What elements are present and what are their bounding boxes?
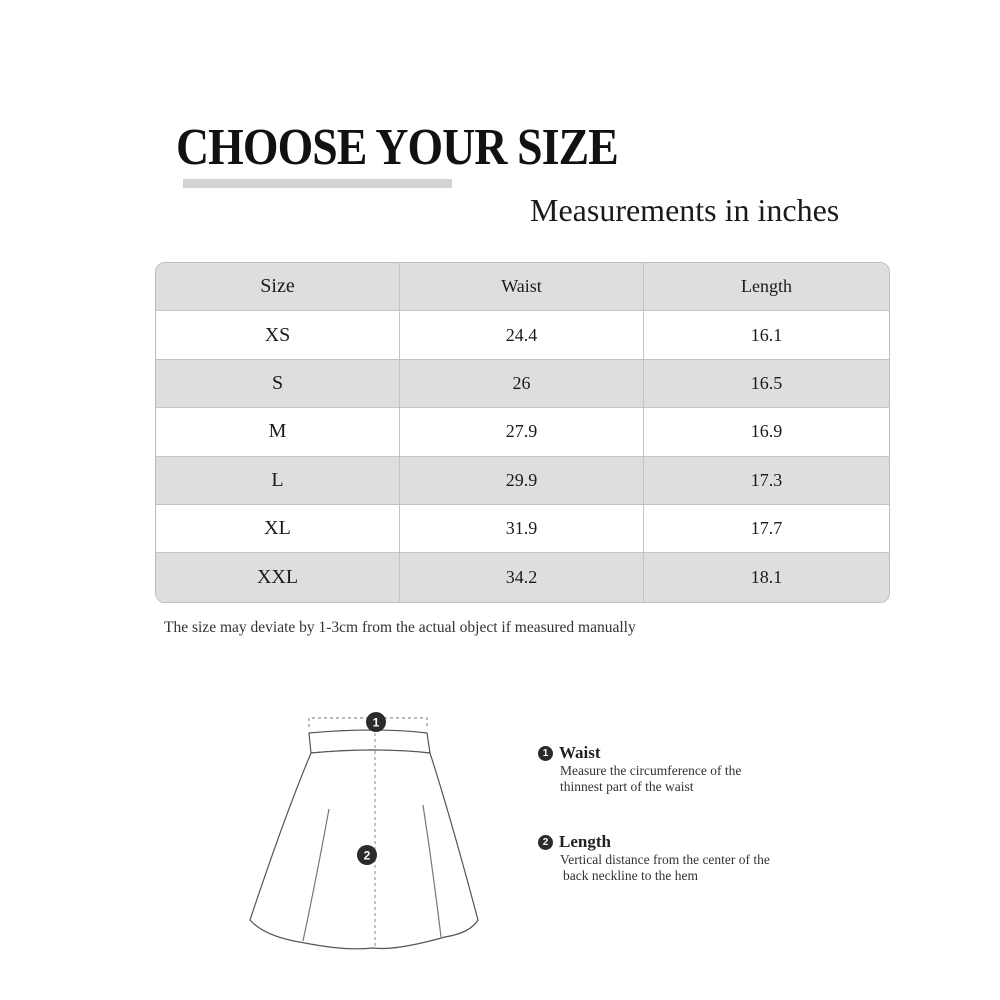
title-underline: [183, 179, 452, 188]
legend-length-desc-2: back neckline to the hem: [563, 867, 698, 883]
length-cell: 16.5: [750, 372, 783, 393]
size-cell: XL: [156, 505, 400, 552]
waist-cell: 29.9: [400, 457, 644, 504]
legend-length: [538, 832, 820, 883]
legend-length-desc-1: Vertical distance from the center of the: [560, 852, 770, 867]
size-cell: XXL: [156, 553, 400, 601]
length-cell: 17.7: [750, 518, 783, 539]
size-cell: S: [156, 360, 400, 407]
legend-waist-desc-2: thinnest part of the waist: [560, 778, 694, 794]
length-cell: 16.9: [750, 421, 783, 442]
size-cell: M: [156, 408, 400, 455]
skirt-diagram: [245, 705, 485, 955]
page-title: CHOOSE YOUR SIZE: [176, 119, 618, 176]
svg-text:2: 2: [363, 848, 371, 863]
waist-cell: 26: [400, 360, 644, 407]
legend-waist-label: Waist: [559, 743, 601, 762]
measurement-note: The size may deviate by 1-3cm from the actual object if measured manually: [164, 619, 636, 636]
table-row: [156, 360, 889, 408]
table-row: [156, 311, 889, 359]
waist-cell: 27.9: [400, 408, 644, 455]
length-cell: 17.3: [750, 469, 783, 490]
size-cell: L: [156, 457, 400, 504]
waist-cell: 34.2: [400, 553, 644, 601]
waist-cell: 24.4: [400, 311, 644, 358]
header-waist: Waist: [400, 263, 644, 310]
table-row: [156, 408, 889, 456]
legend-waist: [538, 743, 820, 794]
size-table: [155, 262, 890, 603]
legend-length-label: Length: [559, 832, 611, 851]
table-row: [156, 505, 889, 553]
waist-number-icon: 1: [538, 746, 553, 761]
legend-waist-desc-1: Measure the circumference of the: [560, 763, 742, 778]
length-cell: 18.1: [750, 567, 783, 588]
length-marker-icon: [357, 845, 377, 865]
table-header-row: [156, 263, 889, 311]
waist-cell: 31.9: [400, 505, 644, 552]
svg-text:1: 1: [372, 715, 380, 730]
length-number-icon: 2: [538, 835, 553, 850]
table-row: [156, 457, 889, 505]
header-size: Size: [156, 263, 400, 310]
waist-marker-icon: [366, 712, 386, 732]
header-length: Length: [741, 276, 792, 297]
table-row: [156, 553, 889, 601]
length-cell: 16.1: [750, 324, 783, 345]
size-cell: XS: [156, 311, 400, 358]
units-subtitle: Measurements in inches: [530, 192, 840, 228]
